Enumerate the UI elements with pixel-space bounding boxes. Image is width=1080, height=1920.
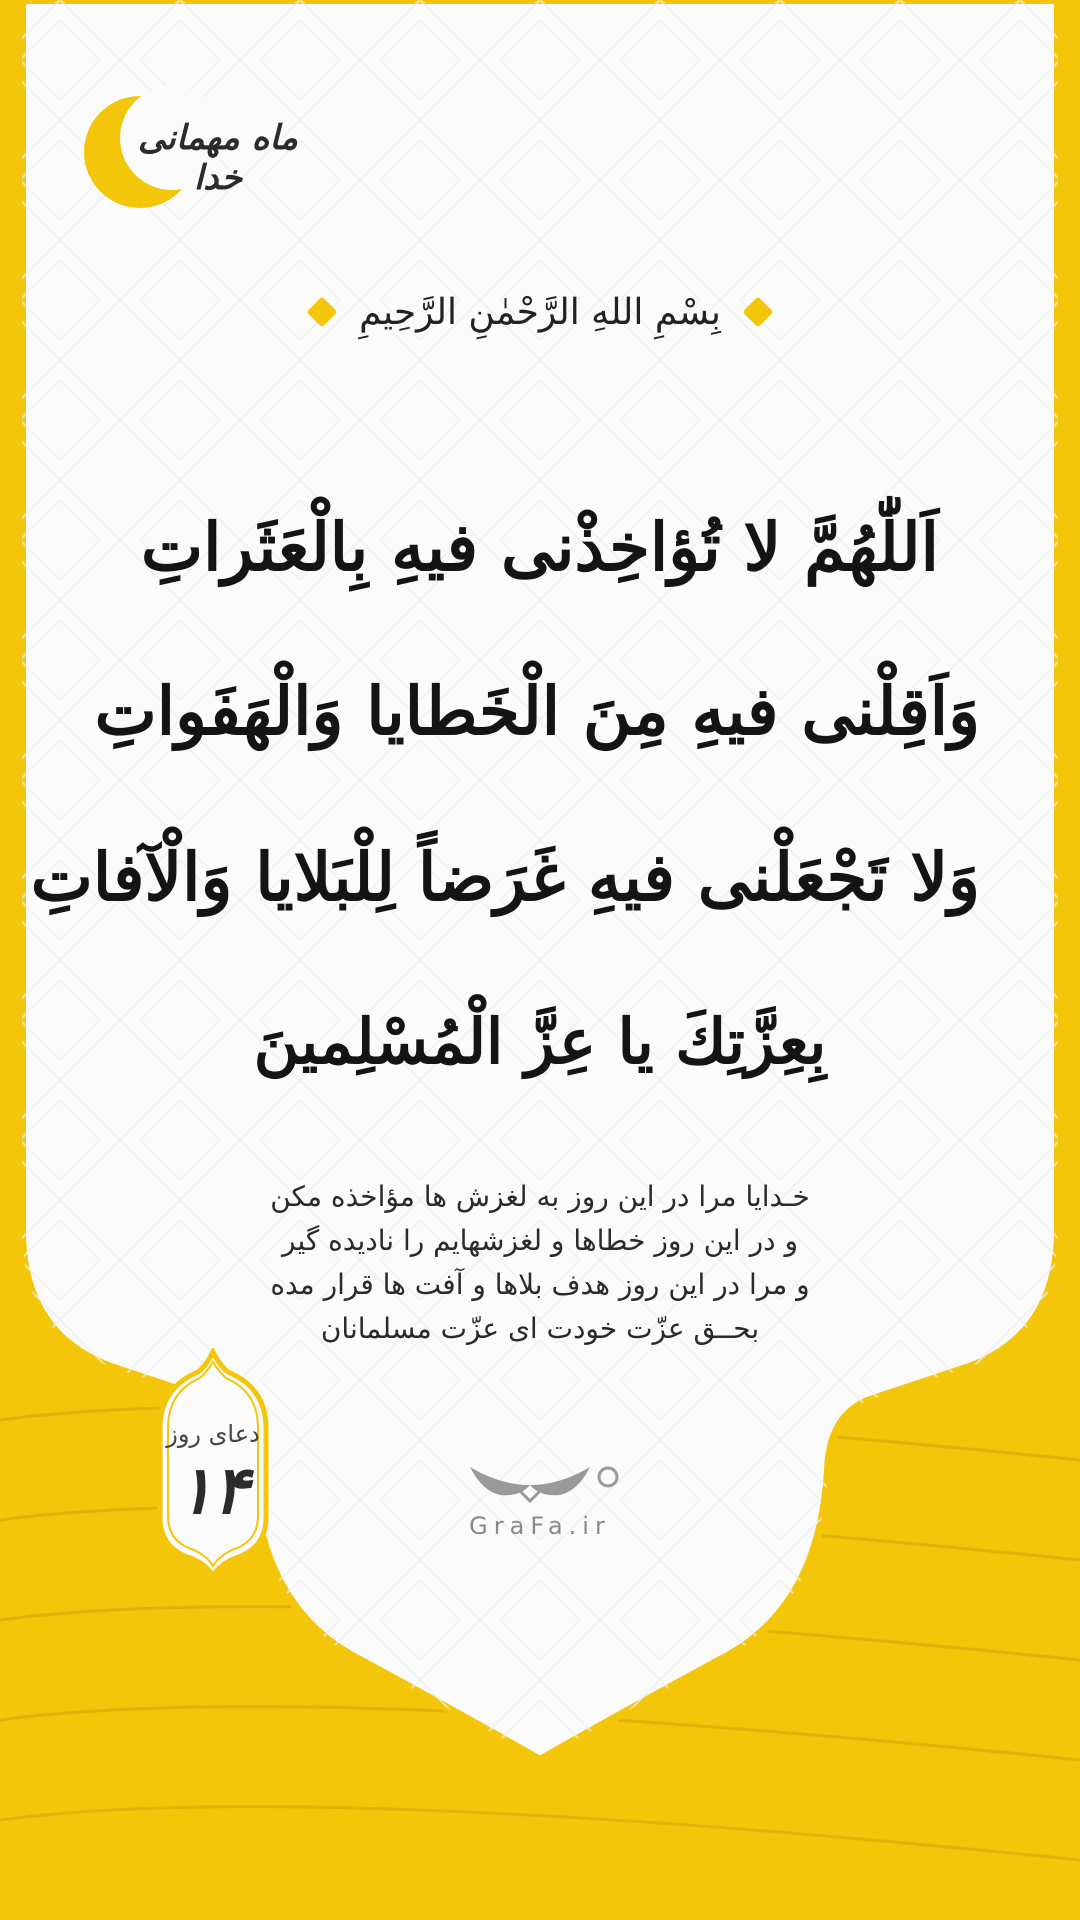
grafa-wing-icon [460, 1455, 620, 1515]
brand-logo-text: ماه مهمانی خدا [138, 118, 298, 198]
day-badge-label: دعای روز [166, 1420, 260, 1448]
prayer-line-3: وَلا تَجْعَلْنى فيهِ غَرَضاً لِلْبَلايا وَالْآفاتِ [30, 838, 980, 916]
translation-line-4: بحــق عزّت خودت ای عزّت مسلمانان [320, 1312, 760, 1345]
diamond-ornament-icon [307, 296, 338, 327]
bismillah-text: بِسْمِ اللهِ الرَّحْمٰنِ الرَّحِيمِ [359, 291, 721, 333]
prayer-line-4: بِعِزَّتِكَ يا عِزَّ الْمُسْلِمينَ [253, 1005, 827, 1078]
prayer-line-1: اَللّٰهُمَّ لا تُؤاخِذْنى فيهِ بِالْعَثَراتِ [141, 508, 939, 586]
diamond-ornament-icon [742, 296, 773, 327]
translation-line-3: و مرا در این روز هدف بلاها و آفت ها قرار مده [270, 1268, 810, 1301]
translation-line-1: خـدایا مرا در این روز به لغزش ها مؤاخذه مکن [270, 1180, 810, 1213]
persian-translation [200, 1175, 880, 1351]
bismillah-row [0, 282, 1080, 342]
translation-line-2: و در این روز خطاها و لغزشهایم را نادیده گیر [282, 1224, 798, 1257]
day-badge-number: ۱۴ [177, 1452, 249, 1529]
prayer-line-2: وَاَقِلْنى فيهِ مِنَ الْخَطايا وَالْهَفَواتِ [94, 672, 980, 750]
footer-logo-text: GraFa.ir [469, 1512, 611, 1540]
